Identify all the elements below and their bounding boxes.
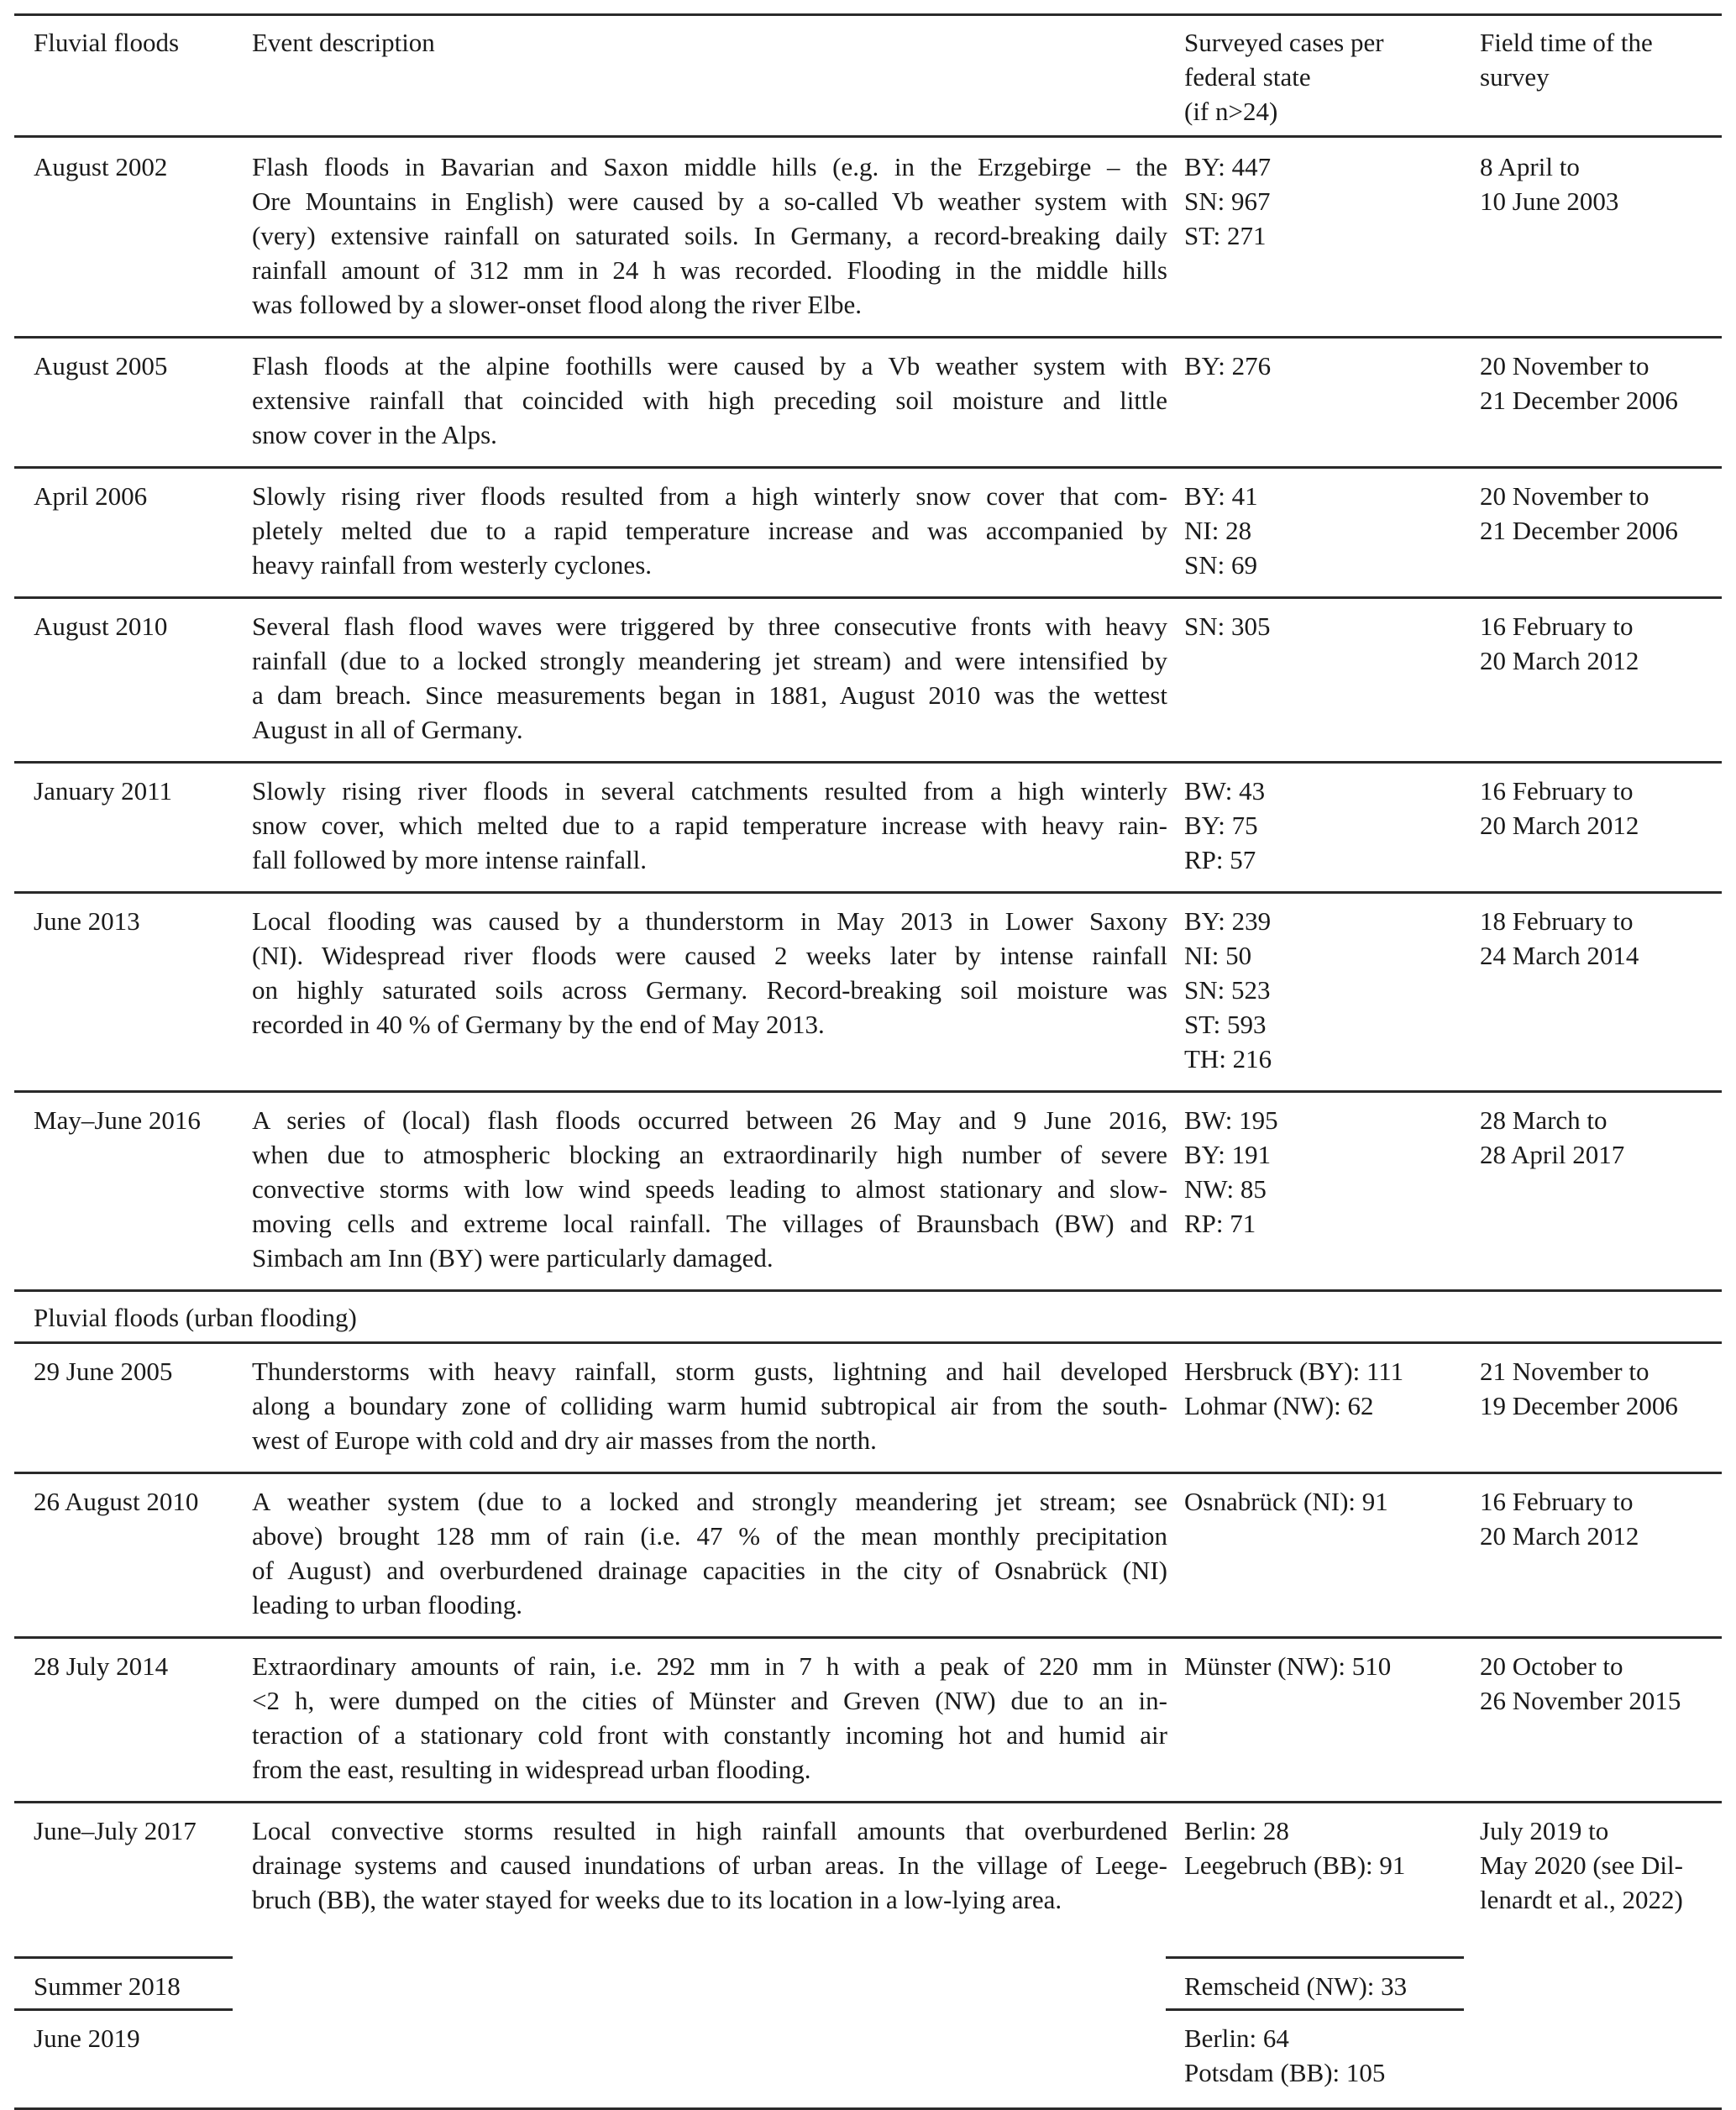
cell-line: BW: 195	[1184, 1105, 1278, 1135]
cell-line: BY: 75	[1184, 811, 1258, 840]
event-description	[252, 1484, 1167, 1622]
table-row	[14, 138, 1722, 337]
surveyed-cases	[1184, 1649, 1478, 1683]
cell-line: 20 November to	[1480, 351, 1649, 381]
header-text: Surveyed cases per	[1184, 28, 1384, 57]
cell-line: Flash floods in Bavarian and Saxon middle hills (e.g. in the Erzgebirge – the	[252, 152, 1167, 181]
event-date	[34, 150, 244, 184]
cell-line: Several flash flood waves were triggered by three consecutive fronts with heavy	[252, 611, 1167, 641]
cell-line: 21 November to	[1480, 1357, 1649, 1386]
table-row	[14, 467, 1722, 597]
table-row	[14, 1091, 1722, 1290]
cell-line: 21 December 2006	[1480, 386, 1678, 415]
surveyed-cases	[1184, 1813, 1478, 1882]
partial-rule	[14, 1956, 233, 1959]
cell-line: BY: 276	[1184, 351, 1272, 381]
cell-line: pletely melted due to a rapid temperature increase and was accompanied by	[252, 516, 1167, 545]
field-time	[1480, 150, 1732, 218]
event-date-text: June–July 2017	[34, 1816, 197, 1845]
partial-rule	[1166, 2008, 1464, 2011]
field-time	[1480, 774, 1732, 842]
cell-line: fall followed by more intense rainfall.	[252, 845, 648, 874]
cell-line: Ore Mountains in English) were caused by a so-called Vb weather system with	[252, 186, 1167, 216]
header-event-description	[252, 25, 1167, 60]
header-text: Event description	[252, 28, 435, 57]
cell-line: ST: 593	[1184, 1010, 1267, 1039]
event-date	[34, 479, 244, 513]
surveyed-cases	[1184, 904, 1478, 1076]
cell-line: NI: 50	[1184, 941, 1252, 970]
cell-line: lenardt et al., 2022)	[1480, 1885, 1683, 1914]
event-date-text: Summer 2018	[34, 1971, 181, 2001]
field-time	[1480, 904, 1732, 973]
cell-line: SN: 305	[1184, 611, 1271, 641]
event-date-text: June 2013	[34, 906, 140, 936]
row-rule	[14, 1289, 1722, 1292]
section-heading-pluvial: Pluvial floods (urban flooding)	[34, 1303, 357, 1332]
cell-line: Hersbruck (BY): 111	[1184, 1357, 1404, 1386]
cell-line: Simbach am Inn (BY) were particularly damaged.	[252, 1243, 774, 1273]
cell-line: Münster (NW): 510	[1184, 1651, 1392, 1681]
header-text: Field time of the	[1480, 28, 1653, 57]
cell-line: rainfall (due to a locked strongly meandering jet stream) and were intensified by	[252, 646, 1167, 675]
event-date-text: 26 August 2010	[34, 1487, 199, 1516]
cell-line: ST: 271	[1184, 221, 1267, 250]
cell-line: A series of (local) flash floods occurred between 26 May and 9 June 2016,	[252, 1105, 1167, 1135]
cell-line: 16 February to	[1480, 1487, 1634, 1516]
cell-line: extensive rainfall that coincided with high preceding soil moisture and little	[252, 386, 1167, 415]
cell-line: NI: 28	[1184, 516, 1252, 545]
cell-line: SN: 523	[1184, 975, 1271, 1005]
cell-line: above) brought 128 mm of rain (i.e. 47 % of the mean monthly precipitation	[252, 1521, 1167, 1551]
event-description	[252, 1103, 1167, 1275]
surveyed-cases	[1184, 1354, 1478, 1423]
cell-line: Berlin: 64	[1184, 2023, 1289, 2053]
cell-line: from the east, resulting in widespread urban flooding.	[252, 1755, 811, 1784]
cell-line: Thunderstorms with heavy rainfall, storm gusts, lightning and hail developed	[252, 1357, 1167, 1386]
header-text: Fluvial floods	[34, 28, 180, 57]
table-header	[14, 13, 1722, 137]
event-date	[34, 1354, 244, 1388]
cell-line: Lohmar (NW): 62	[1184, 1391, 1374, 1420]
event-date-text: 29 June 2005	[34, 1357, 173, 1386]
field-time	[1480, 609, 1732, 678]
surveyed-cases	[1184, 609, 1478, 643]
cell-line: 20 November to	[1480, 481, 1649, 511]
cell-line: when due to atmospheric blocking an extraordinarily high number of severe	[252, 1140, 1167, 1169]
cell-line: 19 December 2006	[1480, 1391, 1678, 1420]
cell-line: 16 February to	[1480, 611, 1634, 641]
cell-line: 20 March 2012	[1480, 646, 1639, 675]
cell-line: snow cover in the Alps.	[252, 420, 497, 449]
surveyed-cases	[1184, 1484, 1478, 1519]
event-date-text: January 2011	[34, 776, 173, 806]
event-date	[34, 1103, 244, 1137]
cell-line: July 2019 to	[1480, 1816, 1609, 1845]
cell-line: BY: 239	[1184, 906, 1272, 936]
event-date-text: April 2006	[34, 481, 148, 511]
cell-line: A weather system (due to a locked and strongly meandering jet stream; see	[252, 1487, 1167, 1516]
event-date-text: August 2010	[34, 611, 168, 641]
surveyed-cases	[1184, 349, 1478, 383]
cell-line: Berlin: 28	[1184, 1816, 1289, 1845]
cell-line: BY: 191	[1184, 1140, 1272, 1169]
cell-line: Slowly rising river floods resulted from a high winterly snow cover that com-	[252, 481, 1167, 511]
cell-line: (very) extensive rainfall on saturated soils. In Germany, a record-breaking daily	[252, 221, 1167, 250]
cell-line: on highly saturated soils across Germany. Record-breaking soil moisture was	[252, 975, 1167, 1005]
cell-line: (NI). Widespread river floods were caused 2 weeks later by intense rainfall	[252, 941, 1167, 970]
header-text-condition: (if n>24)	[1184, 97, 1278, 126]
cell-line: of August) and overburdened drainage capacities in the city of Osnabrück (NI)	[252, 1556, 1167, 1585]
cell-line: BY: 447	[1184, 152, 1272, 181]
table-row	[14, 597, 1722, 762]
cell-line: bruch (BB), the water stayed for weeks due to its location in a low-lying area.	[252, 1885, 1062, 1914]
cell-line: heavy rainfall from westerly cyclones.	[252, 550, 653, 580]
cell-line: Flash floods at the alpine foothills were caused by a Vb weather system with	[252, 351, 1167, 381]
event-description	[252, 479, 1167, 582]
cell-line: 20 October to	[1480, 1651, 1623, 1681]
surveyed-cases	[1184, 2021, 1478, 2090]
event-description	[252, 774, 1167, 877]
cell-line: drainage systems and caused inundations of urban areas. In the village of Leege-	[252, 1850, 1167, 1880]
cell-line: recorded in 40 % of Germany by the end of May 2013.	[252, 1010, 825, 1039]
event-date	[34, 904, 244, 938]
field-time	[1480, 1354, 1732, 1423]
table-row	[14, 762, 1722, 892]
cell-line: Slowly rising river floods in several catchments resulted from a high winterly	[252, 776, 1167, 806]
cell-line: west of Europe with cold and dry air masses from the north.	[252, 1425, 877, 1455]
cell-line: 28 March to	[1480, 1105, 1608, 1135]
event-date	[34, 774, 244, 808]
surveyed-cases	[1184, 1103, 1478, 1241]
surveyed-cases	[1184, 150, 1478, 253]
cell-line: SN: 69	[1184, 550, 1257, 580]
cell-line: 21 December 2006	[1480, 516, 1678, 545]
cell-line: a dam breach. Since measurements began in 1881, August 2010 was the wettest	[252, 680, 1167, 710]
cell-line: 10 June 2003	[1480, 186, 1619, 216]
cell-line: 8 April to	[1480, 152, 1580, 181]
field-time	[1480, 479, 1732, 548]
table-row	[14, 1637, 1722, 1802]
surveyed-cases	[1184, 1969, 1478, 2003]
cell-line: along a boundary zone of colliding warm humid subtropical air from the south-	[252, 1391, 1167, 1420]
cell-line: rainfall amount of 312 mm in 24 h was recorded. Flooding in the middle hills	[252, 255, 1167, 285]
cell-line: SN: 967	[1184, 186, 1271, 216]
cell-line: August in all of Germany.	[252, 715, 523, 744]
cell-line: BW: 43	[1184, 776, 1266, 806]
event-date	[34, 1969, 244, 2003]
event-date-text: May–June 2016	[34, 1105, 201, 1135]
table-row	[14, 337, 1722, 467]
header-surveyed-cases	[1184, 25, 1478, 129]
cell-line: convective storms with low wind speeds leading to almost stationary and slow-	[252, 1174, 1167, 1204]
cell-line: RP: 57	[1184, 845, 1256, 874]
cell-line: May 2020 (see Dil-	[1480, 1850, 1683, 1880]
surveyed-cases	[1184, 479, 1478, 582]
field-time	[1480, 1103, 1732, 1172]
table-row	[14, 892, 1722, 1091]
event-description	[252, 150, 1167, 322]
event-description	[252, 609, 1167, 747]
cell-line: Osnabrück (NI): 91	[1184, 1487, 1388, 1516]
table-row-group	[14, 1802, 1722, 2108]
surveyed-cases	[1184, 774, 1478, 877]
cell-line: 24 March 2014	[1480, 941, 1639, 970]
cell-line: 28 April 2017	[1480, 1140, 1625, 1169]
cell-line: Local convective storms resulted in high rainfall amounts that overburdened	[252, 1816, 1167, 1845]
cell-line: Local flooding was caused by a thunderstorm in May 2013 in Lower Saxony	[252, 906, 1167, 936]
cell-line: RP: 71	[1184, 1209, 1256, 1238]
header-text: federal state	[1184, 62, 1311, 92]
cell-line: moving cells and extreme local rainfall. The villages of Braunsbach (BW) and	[252, 1209, 1167, 1238]
cell-line: 20 March 2012	[1480, 1521, 1639, 1551]
table-row	[14, 1472, 1722, 1637]
cell-line: 26 November 2015	[1480, 1686, 1681, 1715]
event-date	[34, 1649, 244, 1683]
field-time	[1480, 1484, 1732, 1553]
partial-rule	[1166, 1956, 1464, 1959]
flood-events-table	[14, 13, 1722, 2087]
cell-line: Extraordinary amounts of rain, i.e. 292 mm in 7 h with a peak of 220 mm in	[252, 1651, 1167, 1681]
event-date	[34, 1813, 244, 1848]
event-description	[252, 1813, 1167, 1917]
cell-line: <2 h, were dumped on the cities of Münster and Greven (NW) due to an in-	[252, 1686, 1167, 1715]
cell-line: 16 February to	[1480, 776, 1634, 806]
event-date	[34, 1484, 244, 1519]
cell-line: snow cover, which melted due to a rapid temperature increase with heavy rain-	[252, 811, 1167, 840]
cell-line: teraction of a stationary cold front with constantly incoming hot and humid air	[252, 1720, 1167, 1750]
header-fluvial-floods	[34, 25, 244, 60]
cell-line: TH: 216	[1184, 1044, 1272, 1073]
cell-line: Potsdam (BB): 105	[1184, 2058, 1386, 2087]
event-description	[252, 349, 1167, 452]
cell-line: NW: 85	[1184, 1174, 1267, 1204]
field-time	[1480, 349, 1732, 417]
event-date-text: August 2002	[34, 152, 168, 181]
event-description	[252, 1649, 1167, 1787]
cell-line: 18 February to	[1480, 906, 1634, 936]
header-text: survey	[1480, 62, 1550, 92]
event-date-text: June 2019	[34, 2023, 140, 2053]
partial-rule	[14, 2008, 233, 2011]
event-date	[34, 349, 244, 383]
header-field-time	[1480, 25, 1732, 94]
field-time	[1480, 1813, 1732, 1917]
event-date	[34, 2021, 244, 2055]
cell-line: BY: 41	[1184, 481, 1258, 511]
cell-line: 20 March 2012	[1480, 811, 1639, 840]
cell-line: was followed by a slower-onset flood along the river Elbe.	[252, 290, 862, 319]
event-date-text: 28 July 2014	[34, 1651, 169, 1681]
event-date	[34, 609, 244, 643]
event-description	[252, 904, 1167, 1042]
cell-line: leading to urban flooding.	[252, 1590, 522, 1619]
table-row	[14, 1342, 1722, 1472]
event-description	[252, 1354, 1167, 1457]
cell-line: Leegebruch (BB): 91	[1184, 1850, 1406, 1880]
cell-line: Remscheid (NW): 33	[1184, 1971, 1408, 2001]
event-date-text: August 2005	[34, 351, 168, 381]
field-time	[1480, 1649, 1732, 1718]
